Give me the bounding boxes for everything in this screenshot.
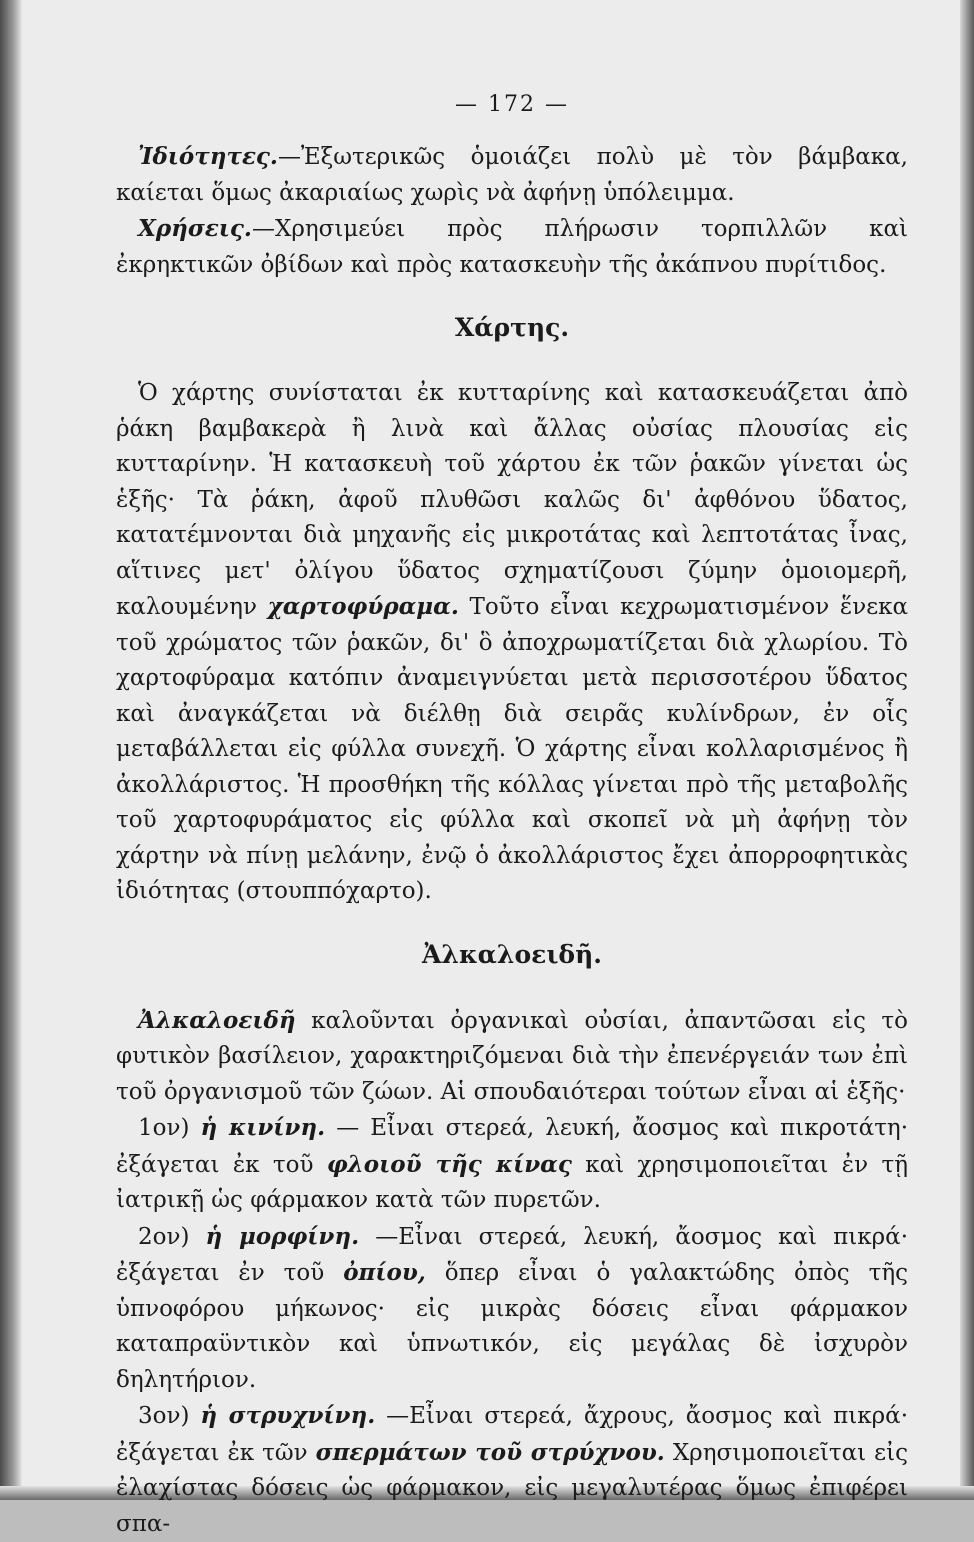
alkaloids-intro-term: Ἀλκαλοειδῆ (138, 1006, 296, 1034)
properties-text: —Ἐξωτερικῶς ὁμοιάζει πολὺ μὲ τὸν βάμβακα, καίεται ὅμως ἀκαριαίως χωρὶς νὰ ἀφήνῃ ὑπόλειμμα. (116, 144, 908, 206)
item-number: 1ον) (138, 1115, 190, 1141)
paper-paragraph (116, 376, 908, 910)
item-name: ἡ κινίνη. (200, 1114, 326, 1141)
uses-text: —Χρησιμεύει πρὸς πλήρωσιν τορπιλλῶν καὶ ἐκρηκτικῶν ὀβίδων καὶ πρὸς κατασκευὴν τῆς ἀκάπνου πυρίτιδος. (116, 216, 908, 278)
section-heading-paper: Χάρτης. (454, 313, 570, 342)
paper-text-1: Ὁ χάρτης συνίσταται ἐκ κυτταρίνης καὶ κατασκευάζεται ἀπὸ ῥάκη βαμβακερὰ ἢ λινὰ καὶ ἄλλας οὐσίας πλουσίας εἰς κυτταρίνην. Ἡ κατασκευὴ τοῦ χάρτου ἐκ τῶν ῥακῶν γίνεται ὡς ἑξῆς· Τὰ ῥάκη, ἀφοῦ πλυθῶσι καλῶς δι' ἀφθόνου ὕδατος, κατατέμνονται διὰ μηχανῆς εἰς μικροτάτας καὶ λεπτοτάτας ἶνας, αἵτινες μετ' ὀλίγου ὕδατος σχηματίζουσι ζύμην ὁμοιομερῆ, καλουμένην (116, 380, 908, 620)
alkaloid-item-quinine (116, 1110, 908, 1219)
item-text-b: ὅπερ εἶναι ὁ γαλακτώδης ὀπὸς τῆς ὑπνοφόρου μήκωνος· εἰς μικρὰς δόσεις εἶναι φάρμακον καταπραϋντικὸν καὶ ὑπνωτικόν, εἰς μεγάλας δὲ ἰσχυρὸν δηλητήριον. (116, 1260, 909, 1393)
item-text-a: —Εἶναι στερεά, ἄχρους, ἄοσμος καὶ πικρά· ἐξάγεται ἐκ τῶν (116, 1403, 909, 1466)
item-text-a: — Εἶναι στερεά, λευκή, ἄοσμος καὶ πικροτάτη· ἐξάγεται ἐκ τοῦ (116, 1115, 909, 1178)
paper-term: χαρτοφύραμα. (267, 593, 459, 620)
properties-label: Ἰδιότητες. (138, 143, 278, 170)
alkaloid-item-strychnine (116, 1398, 908, 1542)
item-text-b: καὶ χρησιμοποιεῖται ἐν τῇ ἰατρικῇ ὡς φάρμακον κατὰ τῶν πυρετῶν. (116, 1151, 908, 1213)
section-heading-alkaloids: Ἀλκαλοειδῆ. (422, 939, 602, 969)
paper-text-2: Τοῦτο εἶναι κεχρωματισμένον ἕνεκα τοῦ χρώματος τῶν ῥακῶν, δι' ὃ ἀποχρωματίζεται διὰ χλωρίου. Τὸ χαρτοφύραμα κατόπιν ἀναμειγνύεται μετὰ περισσοτέρου ὕδατος καὶ ἀναγκάζεται νὰ διέλθῃ διὰ σειρᾶς κυλίνδρων, ἐν οἷς μεταβάλλεται εἰς φύλλα συνεχῆ. Ὁ χάρτης εἶναι κολλαρισμένος ἢ ἀκολλάριστος. Ἡ προσθήκη τῆς κόλλας γίνεται πρὸ τῆς μεταβολῆς τοῦ χαρτοφυράματος εἰς φύλλα καὶ σκοπεῖ νὰ μὴ ἀφήνῃ τὸν χάρτην νὰ πίνῃ μελάνην, ἐνῷ ὁ ἀκολλάριστος ἔχει ἀπορροφητικὰς ἰδιότητας (στουππόχαρτο). (116, 594, 909, 904)
item-source: ὀπίου, (343, 1259, 426, 1286)
item-source: φλοιοῦ τῆς κίνας (326, 1150, 572, 1178)
uses-paragraph (116, 211, 908, 283)
item-name: ἡ μορφίνη. (205, 1222, 360, 1250)
alkaloid-item-morphine (116, 1219, 908, 1399)
item-name: ἡ στρυχνίνη. (200, 1402, 376, 1429)
page-edge-left (0, 0, 22, 1500)
item-text-a: —Εἶναι στερεά, λευκή, ἄοσμος καὶ πικρά· ἐξάγεται ἐν τοῦ (116, 1223, 909, 1286)
item-source: σπερμάτων τοῦ στρύχνου. (315, 1438, 665, 1466)
properties-paragraph (116, 139, 908, 211)
item-number: 3ον) (138, 1403, 190, 1429)
page-number: — 172 — (455, 92, 569, 117)
alkaloids-intro-text: καλοῦνται ὀργανικαὶ οὐσίαι, ἀπαντῶσαι εἰς τὸ φυτικὸν βασίλειον, χαρακτηριζόμεναι διὰ τὴν ἐπενέργειάν των ἐπὶ τοῦ ὀργανισμοῦ τῶν ζώων. Αἱ σπουδαιότεραι τούτων εἶναι αἱ ἑξῆς· (116, 1007, 908, 1105)
page-content (116, 92, 908, 1542)
item-text-b: Χρησιμοποιεῖται εἰς ἐλαχίστας δόσεις ὡς φάρμακον, εἰς μεγαλυτέρας ὅμως ἐπιφέρει σπα- (116, 1439, 908, 1537)
item-number: 2ον) (138, 1223, 190, 1250)
alkaloids-intro-paragraph (116, 1003, 908, 1111)
uses-label: Χρήσεις. (138, 215, 252, 242)
page-edge-right (960, 0, 974, 1500)
